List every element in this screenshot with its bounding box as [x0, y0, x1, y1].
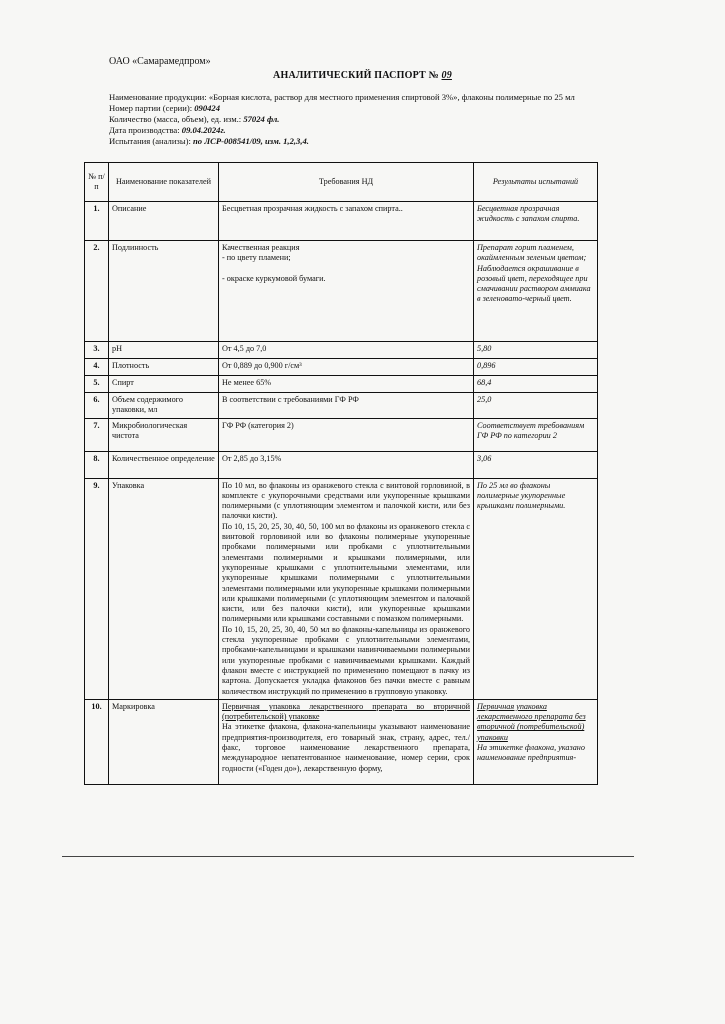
table-row: [85, 393, 598, 419]
quantity-label: Количество (масса, объем), ед. изм.:: [109, 114, 242, 124]
row-requirement: [219, 451, 474, 478]
batch-value: 090424: [194, 103, 221, 113]
requirement-text: По 10, 15, 20, 25, 30, 40, 50 мл во флаконы-капельницы из оранжевого стекла укупоренные пробками с уплотнительными элементами, пробками-капельницами и крышками навинчиваемыми полимерными или укупоренные пробками с навинчиваемыми крышками. Каждый флакон вместе с инструкцией по применению помещают в пачку из картона. Допускается укладка флаконов без пачки вместе с равным количеством инструкций по применению в групповую упаковку.: [222, 624, 470, 696]
requirement-text: На этикетке флакона, флакона-капельницы указывают наименование предприятия-производителя, его товарный знак, страну, адрес, тел./факс, торговое наименование лекарственного препарата, международное непатентованное наименование, номер серии, срок годности («Годен до»), лекарственную форму,: [222, 722, 470, 773]
table-row: [85, 241, 598, 342]
header-name: Наименование показателей: [109, 163, 219, 202]
batch-line: [109, 103, 609, 114]
requirement-text: - окраске куркумовой бумаги.: [222, 273, 326, 283]
result-value: 68,4: [477, 378, 492, 387]
row-result: [474, 699, 598, 784]
table-row: [85, 342, 598, 359]
row-number: 7.: [85, 418, 109, 451]
table-header-row: [85, 163, 598, 202]
product-label: Наименование продукции:: [109, 92, 207, 102]
row-parameter: pH: [109, 342, 219, 359]
row-number: 3.: [85, 342, 109, 359]
requirement-text: Бесцветная прозрачная жидкость с запахом спирта..: [222, 204, 403, 213]
row-requirement: [219, 241, 474, 342]
row-number: 2.: [85, 241, 109, 342]
row-parameter: Микробиологическая чистота: [109, 418, 219, 451]
row-number: 5.: [85, 376, 109, 393]
result-value: Соответствует требованиям ГФ РФ по категории 2: [477, 420, 585, 440]
row-result: [474, 241, 598, 342]
row-requirement: [219, 393, 474, 419]
row-requirement: [219, 699, 474, 784]
quantity-value: 57024 фл.: [243, 114, 280, 124]
batch-label: Номер партии (серии):: [109, 103, 193, 113]
row-parameter: Описание: [109, 202, 219, 241]
metadata-block: [109, 92, 609, 147]
result-value: 25,0: [477, 395, 492, 404]
result-heading: Первичная упаковка лекарственного препарата без вторичной (потребительской) упаковки: [477, 701, 586, 742]
requirement-text: В соответствии с требованиями ГФ РФ: [222, 395, 359, 404]
table-row: [85, 359, 598, 376]
result-value: Препарат горит пламенем, окаймленным зеленым цветом; Наблюдается окрашивание в розовый цвет, переходящее при смачивании раствором аммиака в зеленовато-черный цвет.: [477, 243, 591, 304]
requirement-text: От 0,889 до 0,900 г/см³: [222, 361, 302, 370]
result-value: Бесцветная прозрачная жидкость с запахом спирта.: [477, 204, 580, 224]
row-requirement: [219, 478, 474, 699]
row-number: 8.: [85, 451, 109, 478]
requirement-text: По 10 мл, во флаконы из оранжевого стекла с винтовой горловиной, в комплекте с укупорочными средствами или укупоренные крышками полимерными (с уплотняющим элементом и палочкой кисти, или без палочки кисти).: [222, 480, 470, 521]
row-result: [474, 359, 598, 376]
row-parameter: Количественное определение: [109, 451, 219, 478]
row-parameter: Спирт: [109, 376, 219, 393]
header-num: № п/п: [85, 163, 109, 202]
requirement-text: От 2,85 до 3,15%: [222, 453, 282, 463]
document-title: [0, 70, 725, 81]
requirement-text: ГФ РФ (категория 2): [222, 420, 294, 430]
passport-table: [84, 162, 598, 785]
table-row: [85, 418, 598, 451]
result-value: 3,06: [477, 453, 492, 463]
row-result: [474, 393, 598, 419]
tests-value: по ЛСР-008541/09, изм. 1,2,3,4.: [193, 136, 309, 146]
product-line: [109, 92, 609, 103]
row-number: 4.: [85, 359, 109, 376]
bottom-rule: [62, 856, 634, 857]
row-number: 9.: [85, 478, 109, 699]
date-line: [109, 125, 609, 136]
row-number: 6.: [85, 393, 109, 419]
row-requirement: [219, 342, 474, 359]
row-result: [474, 418, 598, 451]
row-requirement: [219, 359, 474, 376]
row-parameter: Подлинность: [109, 241, 219, 342]
title-text: АНАЛИТИЧЕСКИЙ ПАСПОРТ №: [273, 70, 439, 81]
row-number: 10.: [85, 699, 109, 784]
requirement-text: По 10, 15, 20, 25, 30, 40, 50, 100 мл во флаконы из оранжевого стекла с винтовой горловиной или во флаконы полимерные укупоренные пробками полимерными или пробками с уплотнительными элементами полимерными и крышками полимерными, или укупоренные крышками с уплотнительными элементами, или укупоренные крышками полимерными с уплотнительными элементами полимерными или укупоренные крышками полимерными или крышками полимерными (с уплотняющим элементом и палочкой кисти, или без палочки кисти), или укупоренные крышками полимерными или крышками составными с помазком полимерными.: [222, 521, 470, 624]
table-row: [85, 699, 598, 784]
header-res: Результаты испытаний: [474, 163, 598, 202]
requirement-text: Качественная реакция: [222, 243, 300, 252]
row-requirement: [219, 418, 474, 451]
tests-label: Испытания (анализы):: [109, 136, 191, 146]
row-result: [474, 202, 598, 241]
table-row: [85, 451, 598, 478]
tests-line: [109, 136, 609, 147]
row-parameter: Маркировка: [109, 699, 219, 784]
table-row: [85, 478, 598, 699]
header-req: Требования НД: [219, 163, 474, 202]
requirement-text: - по цвету пламени;: [222, 253, 291, 263]
requirement-heading: Первичная упаковка лекарственного препарата во вторичной (потребительской) упаковке: [222, 701, 470, 722]
row-result: [474, 342, 598, 359]
table-row: [85, 202, 598, 241]
passport-number: 09: [441, 70, 452, 81]
result-value: По 25 мл во флаконы полимерные укупоренные крышками полимерными.: [477, 480, 566, 511]
product-value: «Борная кислота, раствор для местного применения спиртовой 3%», флаконы полимерные по 25 мл: [208, 92, 575, 102]
requirement-text: [222, 264, 470, 274]
table-row: [85, 376, 598, 393]
row-result: [474, 478, 598, 699]
row-number: 1.: [85, 202, 109, 241]
row-result: [474, 376, 598, 393]
row-requirement: [219, 376, 474, 393]
date-value: 09.04.2024г.: [181, 125, 226, 135]
organization-name: ОАО «Самарамедпром»: [109, 56, 211, 67]
quantity-line: [109, 114, 609, 125]
requirement-text: От 4,5 до 7,0: [222, 344, 267, 353]
result-value: 0,896: [477, 361, 496, 370]
row-parameter: Упаковка: [109, 478, 219, 699]
row-requirement: [219, 202, 474, 241]
result-value: На этикетке флакона, указано наименование предприятия-: [477, 743, 585, 763]
row-parameter: Плотность: [109, 359, 219, 376]
requirement-text: Не менее 65%: [222, 378, 272, 387]
row-result: [474, 451, 598, 478]
date-label: Дата производства:: [109, 125, 180, 135]
row-parameter: Объем содержимого упаковки, мл: [109, 393, 219, 419]
result-value: 5,80: [477, 344, 492, 353]
